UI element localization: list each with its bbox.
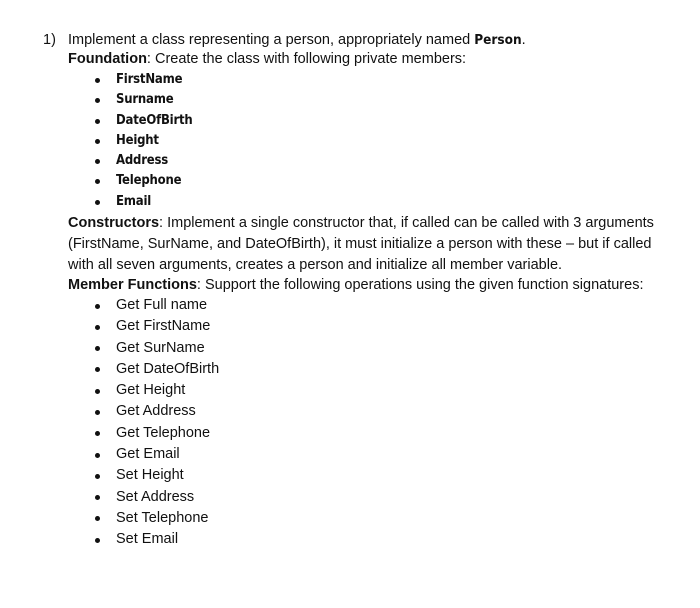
member-functions-label: Member Functions: [68, 277, 197, 293]
foundation-paragraph: [68, 49, 668, 70]
member-item: Email: [95, 192, 193, 212]
question-heading: [43, 30, 526, 50]
function-item: Set Email: [95, 529, 219, 550]
member-item: Telephone: [95, 171, 193, 191]
foundation-text: : Create the class with following private members:: [146, 51, 467, 67]
function-item: Get Telephone: [95, 423, 219, 444]
class-name: Person: [474, 32, 522, 48]
function-item: Get Height: [95, 380, 219, 401]
function-item: Set Height: [95, 465, 219, 486]
constructors-label: Constructors: [68, 215, 160, 231]
function-item: Get DateOfBirth: [95, 359, 219, 380]
question-intro: Implement a class representing a person, appropriately named: [68, 32, 475, 48]
function-item: Set Address: [95, 487, 219, 508]
constructors-paragraph: [68, 213, 668, 276]
member-functions-list: [95, 295, 219, 551]
member-item: FirstName: [95, 70, 193, 90]
member-item: Address: [95, 151, 193, 171]
member-item: Height: [95, 131, 193, 151]
member-item: DateOfBirth: [95, 111, 193, 131]
question-number: 1): [43, 32, 56, 48]
foundation-label: Foundation: [68, 51, 147, 67]
function-item: Set Telephone: [95, 508, 219, 529]
function-item: Get Address: [95, 401, 219, 422]
member-functions-text: : Support the following operations using the given function signatures:: [196, 277, 644, 293]
function-item: Get SurName: [95, 338, 219, 359]
constructors-text: : Implement a single constructor that, if called can be called with 3 arguments (FirstName, SurName, and DateOfBirth), it must initialize a person with these – but if called with all seven arguments, creates a person and initialize all member variable.: [68, 215, 654, 273]
question-intro-end: .: [521, 32, 526, 48]
function-item: Get FirstName: [95, 316, 219, 337]
member-item: Surname: [95, 90, 193, 110]
member-functions-paragraph: [68, 275, 668, 296]
function-item: Get Full name: [95, 295, 219, 316]
function-item: Get Email: [95, 444, 219, 465]
private-members-list: [95, 70, 193, 212]
